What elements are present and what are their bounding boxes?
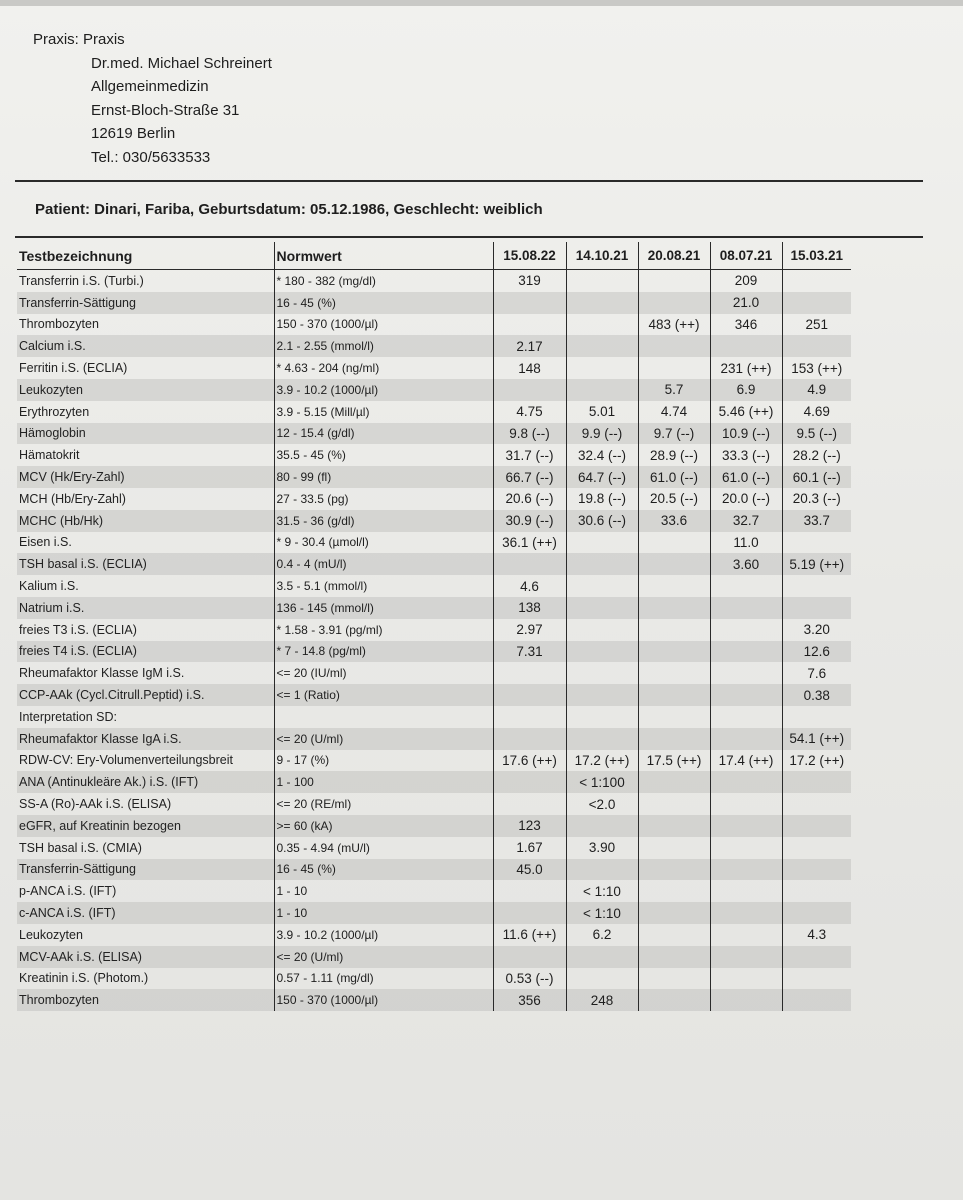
table-row <box>17 989 851 1011</box>
result-value <box>710 989 782 1011</box>
test-name: Transferrin-Sättigung <box>17 292 274 314</box>
result-value <box>566 335 638 357</box>
result-value <box>638 793 710 815</box>
result-value: 483 (++) <box>638 314 710 336</box>
result-value <box>638 357 710 379</box>
reference-range: <= 20 (U/ml) <box>274 728 493 750</box>
result-value: 28.9 (--) <box>638 444 710 466</box>
divider <box>15 180 923 182</box>
reference-range: 150 - 370 (1000/µl) <box>274 989 493 1011</box>
reference-range: * 4.63 - 204 (ng/ml) <box>274 357 493 379</box>
result-value <box>782 575 851 597</box>
result-value <box>638 597 710 619</box>
result-value: 3.60 <box>710 553 782 575</box>
table-row <box>17 641 851 663</box>
result-value <box>638 771 710 793</box>
reference-range: <= 20 (RE/ml) <box>274 793 493 815</box>
result-value <box>782 292 851 314</box>
table-row <box>17 706 851 728</box>
result-value: 31.7 (--) <box>493 444 566 466</box>
result-value: 0.53 (--) <box>493 968 566 990</box>
result-value <box>566 597 638 619</box>
practice-header <box>33 28 272 169</box>
test-name: freies T3 i.S. (ECLIA) <box>19 622 137 637</box>
test-name: Transferrin i.S. (Turbi.) <box>19 273 144 288</box>
table-row <box>17 553 851 575</box>
result-value: 9.9 (--) <box>566 423 638 445</box>
result-value <box>493 684 566 706</box>
result-value <box>782 902 851 924</box>
table-row <box>17 488 851 510</box>
result-value <box>782 706 851 728</box>
result-value: 21.0 <box>710 292 782 314</box>
reference-range: 16 - 45 (%) <box>274 292 493 314</box>
result-value: 33.3 (--) <box>710 444 782 466</box>
result-value <box>638 335 710 357</box>
table-row <box>17 357 851 379</box>
reference-range: 9 - 17 (%) <box>274 750 493 772</box>
test-name: TSH basal i.S. (ECLIA) <box>17 553 274 575</box>
result-value <box>710 597 782 619</box>
reference-range: * 1.58 - 3.91 (pg/ml) <box>274 619 493 641</box>
result-value <box>638 553 710 575</box>
result-value <box>782 859 851 881</box>
result-value: 20.0 (--) <box>710 488 782 510</box>
patient-info: Patient: Dinari, Fariba, Geburtsdatum: 05.12.1986, Geschlecht: weiblich <box>35 201 543 218</box>
result-value <box>782 771 851 793</box>
table-row <box>17 466 851 488</box>
table-row <box>17 444 851 466</box>
reference-range: 0.35 - 4.94 (mU/l) <box>274 837 493 859</box>
result-value <box>566 662 638 684</box>
test-name: Hämoglobin <box>17 423 274 445</box>
result-value: 5.46 (++) <box>710 401 782 423</box>
result-value: 32.7 <box>710 510 782 532</box>
table-row <box>17 968 851 990</box>
result-value: 2.97 <box>493 619 566 641</box>
result-value: 148 <box>493 357 566 379</box>
table-row <box>17 793 851 815</box>
result-value <box>566 684 638 706</box>
result-value: 4.9 <box>782 379 851 401</box>
table-row <box>17 946 851 968</box>
col-date-header: 15.08.22 <box>493 242 566 270</box>
specialty: Allgemeinmedizin <box>91 78 209 95</box>
test-name: c-ANCA i.S. (IFT) <box>17 902 274 924</box>
result-value: 5.01 <box>566 401 638 423</box>
col-date-header: 08.07.21 <box>710 242 782 270</box>
table-row <box>17 532 851 554</box>
test-name: Thrombozyten <box>19 317 99 332</box>
result-value <box>710 968 782 990</box>
result-value <box>566 859 638 881</box>
result-value <box>710 859 782 881</box>
reference-range: 136 - 145 (mmol/l) <box>274 597 493 619</box>
result-value <box>493 946 566 968</box>
table-row <box>17 619 851 641</box>
result-value <box>782 532 851 554</box>
result-value: 20.3 (--) <box>782 488 851 510</box>
reference-range: <= 20 (U/ml) <box>274 946 493 968</box>
result-value: < 1:100 <box>566 771 638 793</box>
table-header-row <box>17 242 851 270</box>
result-value: 1.67 <box>493 837 566 859</box>
result-value: 4.75 <box>493 401 566 423</box>
test-name: Eisen i.S. <box>19 535 72 550</box>
result-value <box>493 706 566 728</box>
result-value: 61.0 (--) <box>638 466 710 488</box>
result-value <box>710 924 782 946</box>
result-value <box>710 771 782 793</box>
result-value <box>638 292 710 314</box>
result-value <box>782 335 851 357</box>
divider <box>15 236 923 238</box>
phone: Tel.: 030/5633533 <box>91 148 211 166</box>
table-row <box>17 815 851 837</box>
result-value: 64.7 (--) <box>566 466 638 488</box>
test-name: SS-A (Ro)-AAk i.S. (ELISA) <box>19 797 172 812</box>
result-value <box>710 706 782 728</box>
result-value: 231 (++) <box>710 357 782 379</box>
test-name: eGFR, auf Kreatinin bezogen <box>17 815 274 837</box>
col-date-header: 20.08.21 <box>638 242 710 270</box>
test-name: Interpretation SD: <box>19 709 117 724</box>
table-row <box>17 292 851 314</box>
result-value <box>638 859 710 881</box>
result-value <box>638 880 710 902</box>
result-value <box>566 728 638 750</box>
table-row <box>17 401 851 423</box>
result-value <box>710 837 782 859</box>
result-value: 60.1 (--) <box>782 466 851 488</box>
result-value: 45.0 <box>493 859 566 881</box>
reference-range: <= 20 (IU/ml) <box>274 662 493 684</box>
result-value: 346 <box>710 314 782 336</box>
table-row <box>17 902 851 924</box>
reference-range: * 180 - 382 (mg/dl) <box>274 270 493 292</box>
test-name: TSH basal i.S. (CMIA) <box>19 840 142 855</box>
result-value: 5.19 (++) <box>782 553 851 575</box>
result-value <box>493 793 566 815</box>
result-value: 36.1 (++) <box>493 532 566 554</box>
test-name: Transferrin-Sättigung <box>17 859 274 881</box>
result-value <box>566 553 638 575</box>
table-row <box>17 859 851 881</box>
result-value: 17.4 (++) <box>710 750 782 772</box>
result-value <box>566 270 638 292</box>
result-value <box>710 575 782 597</box>
reference-range: 0.57 - 1.11 (mg/dl) <box>274 968 493 990</box>
result-value <box>638 837 710 859</box>
result-value: 2.17 <box>493 335 566 357</box>
test-name: Hämatokrit <box>19 448 80 463</box>
lab-results-table <box>17 242 851 1011</box>
result-value <box>493 771 566 793</box>
col-norm-header: Normwert <box>274 242 493 270</box>
test-name: ANA (Antinukleäre Ak.) i.S. (IFT) <box>17 771 274 793</box>
result-value: 5.7 <box>638 379 710 401</box>
test-name: Natrium i.S. <box>17 597 274 619</box>
doctor-name: Dr.med. Michael Schreinert <box>91 54 272 72</box>
result-value <box>782 270 851 292</box>
reference-range: 1 - 10 <box>274 880 493 902</box>
result-value <box>566 314 638 336</box>
result-value <box>710 662 782 684</box>
result-value <box>710 684 782 706</box>
result-value <box>710 946 782 968</box>
result-value <box>566 641 638 663</box>
result-value: 251 <box>782 314 851 336</box>
result-value: 3.90 <box>566 837 638 859</box>
result-value <box>493 728 566 750</box>
result-value: 9.8 (--) <box>493 423 566 445</box>
test-name: Rheumafaktor Klasse IgM i.S. <box>19 666 185 681</box>
result-value: 4.3 <box>782 924 851 946</box>
result-value: < 1:10 <box>566 902 638 924</box>
test-name: RDW-CV: Ery-Volumenverteilungsbreit <box>19 753 233 768</box>
test-name: MCHC (Hb/Hk) <box>17 510 274 532</box>
reference-range: 0.4 - 4 (mU/l) <box>274 553 493 575</box>
result-value: 138 <box>493 597 566 619</box>
result-value <box>566 379 638 401</box>
result-value <box>493 379 566 401</box>
reference-range: >= 60 (kA) <box>274 815 493 837</box>
result-value: 11.6 (++) <box>493 924 566 946</box>
result-value: 3.20 <box>782 619 851 641</box>
reference-range: <= 1 (Ratio) <box>274 684 493 706</box>
result-value <box>710 728 782 750</box>
result-value: 4.6 <box>493 575 566 597</box>
test-name: p-ANCA i.S. (IFT) <box>19 884 117 899</box>
result-value: 0.38 <box>782 684 851 706</box>
result-value <box>638 532 710 554</box>
street-address: Ernst-Bloch-Straße 31 <box>91 101 240 119</box>
result-value: 9.7 (--) <box>638 423 710 445</box>
result-value: 4.69 <box>782 401 851 423</box>
table-row <box>17 423 851 445</box>
reference-range: 80 - 99 (fl) <box>274 466 493 488</box>
result-value <box>638 270 710 292</box>
result-value <box>782 968 851 990</box>
test-name: CCP-AAk (Cycl.Citrull.Peptid) i.S. <box>17 684 274 706</box>
col-date-header: 14.10.21 <box>566 242 638 270</box>
result-value <box>638 684 710 706</box>
table-row <box>17 510 851 532</box>
practice-label: Praxis: Praxis <box>33 31 125 48</box>
reference-range: 150 - 370 (1000/µl) <box>274 314 493 336</box>
table-row <box>17 379 851 401</box>
result-value: 10.9 (--) <box>710 423 782 445</box>
result-value <box>710 880 782 902</box>
result-value: 12.6 <box>782 641 851 663</box>
paper-edge <box>0 0 963 6</box>
result-value <box>710 902 782 924</box>
result-value <box>566 946 638 968</box>
result-value <box>638 989 710 1011</box>
result-value: 7.6 <box>782 662 851 684</box>
table-row <box>17 728 851 750</box>
test-name: Kreatinin i.S. (Photom.) <box>19 971 149 986</box>
reference-range: 12 - 15.4 (g/dl) <box>274 423 493 445</box>
result-value <box>782 837 851 859</box>
result-value: 28.2 (--) <box>782 444 851 466</box>
result-value: 61.0 (--) <box>710 466 782 488</box>
result-value <box>638 662 710 684</box>
result-value <box>566 292 638 314</box>
test-name: MCH (Hb/Ery-Zahl) <box>19 491 126 506</box>
result-value <box>493 292 566 314</box>
col-date-header: 15.03.21 <box>782 242 851 270</box>
result-value: 6.9 <box>710 379 782 401</box>
result-value: <2.0 <box>566 793 638 815</box>
result-value: 123 <box>493 815 566 837</box>
table-row <box>17 314 851 336</box>
reference-range: 35.5 - 45 (%) <box>274 444 493 466</box>
result-value: 19.8 (--) <box>566 488 638 510</box>
result-value: 20.6 (--) <box>493 488 566 510</box>
table-row <box>17 837 851 859</box>
city: 12619 Berlin <box>91 125 176 142</box>
result-value: 209 <box>710 270 782 292</box>
result-value: 4.74 <box>638 401 710 423</box>
result-value <box>566 575 638 597</box>
result-value <box>493 553 566 575</box>
test-name: Kalium i.S. <box>19 579 79 594</box>
reference-range: 3.9 - 5.15 (Mill/µl) <box>274 401 493 423</box>
result-value <box>493 902 566 924</box>
result-value: 66.7 (--) <box>493 466 566 488</box>
result-value <box>782 597 851 619</box>
result-value: 356 <box>493 989 566 1011</box>
table-row <box>17 684 851 706</box>
result-value <box>782 946 851 968</box>
table-row <box>17 597 851 619</box>
result-value <box>710 619 782 641</box>
reference-range: * 9 - 30.4 (µmol/l) <box>274 532 493 554</box>
reference-range: 31.5 - 36 (g/dl) <box>274 510 493 532</box>
test-name: MCV (Hk/Ery-Zahl) <box>17 466 274 488</box>
result-value <box>638 641 710 663</box>
result-value <box>782 793 851 815</box>
result-value <box>710 793 782 815</box>
reference-range: 3.9 - 10.2 (1000/µl) <box>274 924 493 946</box>
table-row <box>17 335 851 357</box>
result-value <box>638 902 710 924</box>
result-value: 17.2 (++) <box>782 750 851 772</box>
result-value <box>493 880 566 902</box>
result-value: 17.5 (++) <box>638 750 710 772</box>
reference-range: 3.9 - 10.2 (1000/µl) <box>274 379 493 401</box>
result-value <box>782 989 851 1011</box>
reference-range: 1 - 10 <box>274 902 493 924</box>
result-value: 11.0 <box>710 532 782 554</box>
reference-range: * 7 - 14.8 (pg/ml) <box>274 641 493 663</box>
reference-range: 3.5 - 5.1 (mmol/l) <box>274 575 493 597</box>
result-value: 7.31 <box>493 641 566 663</box>
result-value <box>782 880 851 902</box>
result-value: 33.6 <box>638 510 710 532</box>
result-value: 6.2 <box>566 924 638 946</box>
result-value <box>710 815 782 837</box>
result-value: 30.9 (--) <box>493 510 566 532</box>
result-value <box>638 728 710 750</box>
result-value: 319 <box>493 270 566 292</box>
result-value <box>566 968 638 990</box>
reference-range: 27 - 33.5 (pg) <box>274 488 493 510</box>
result-value <box>782 815 851 837</box>
result-value <box>638 946 710 968</box>
table-row <box>17 575 851 597</box>
result-value <box>566 706 638 728</box>
result-value <box>638 924 710 946</box>
col-test-header: Testbezeichnung <box>17 242 274 270</box>
test-name: Erythrozyten <box>19 404 90 419</box>
result-value <box>493 314 566 336</box>
result-value: 33.7 <box>782 510 851 532</box>
table-row <box>17 924 851 946</box>
table-row <box>17 880 851 902</box>
table-row <box>17 270 851 292</box>
result-value <box>638 968 710 990</box>
result-value <box>638 619 710 641</box>
table-row <box>17 750 851 772</box>
result-value <box>710 335 782 357</box>
result-value <box>566 357 638 379</box>
result-value <box>638 706 710 728</box>
result-value: 17.6 (++) <box>493 750 566 772</box>
reference-range <box>274 706 493 728</box>
test-name: Calcium i.S. <box>17 335 274 357</box>
test-name: Rheumafaktor Klasse IgA i.S. <box>17 728 274 750</box>
result-value: 17.2 (++) <box>566 750 638 772</box>
result-value: 9.5 (--) <box>782 423 851 445</box>
result-value <box>493 662 566 684</box>
result-value <box>566 532 638 554</box>
result-value: 20.5 (--) <box>638 488 710 510</box>
test-name: Leukozyten <box>19 927 83 942</box>
test-name: MCV-AAk i.S. (ELISA) <box>17 946 274 968</box>
table-row <box>17 771 851 793</box>
test-name: Ferritin i.S. (ECLIA) <box>19 361 128 376</box>
reference-range: 2.1 - 2.55 (mmol/l) <box>274 335 493 357</box>
test-name: Leukozyten <box>17 379 274 401</box>
result-value: < 1:10 <box>566 880 638 902</box>
reference-range: 1 - 100 <box>274 771 493 793</box>
reference-range: 16 - 45 (%) <box>274 859 493 881</box>
test-name: freies T4 i.S. (ECLIA) <box>17 641 274 663</box>
result-value <box>638 815 710 837</box>
result-value <box>710 641 782 663</box>
result-value: 153 (++) <box>782 357 851 379</box>
result-value: 30.6 (--) <box>566 510 638 532</box>
result-value <box>566 815 638 837</box>
result-value: 248 <box>566 989 638 1011</box>
result-value: 54.1 (++) <box>782 728 851 750</box>
test-name: Thrombozyten <box>17 989 274 1011</box>
result-value <box>638 575 710 597</box>
result-value: 32.4 (--) <box>566 444 638 466</box>
result-value <box>566 619 638 641</box>
table-row <box>17 662 851 684</box>
